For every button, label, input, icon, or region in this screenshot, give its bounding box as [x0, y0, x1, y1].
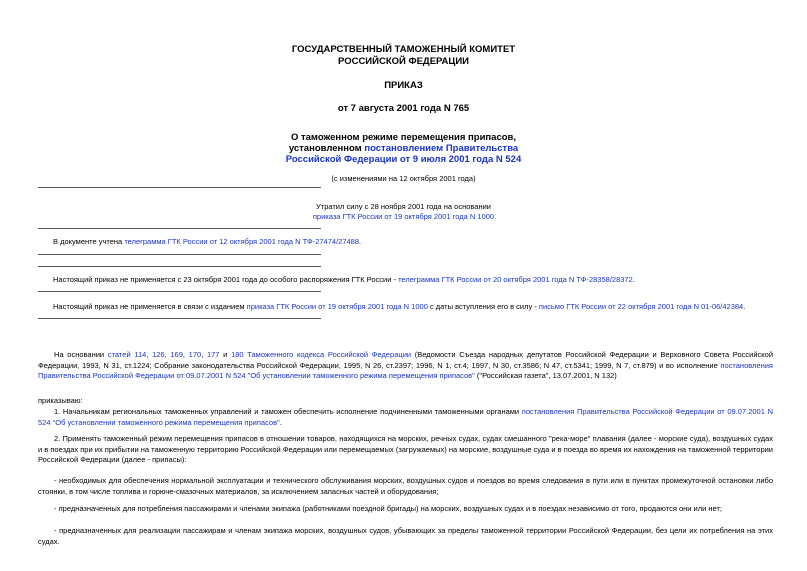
- article-link[interactable]: 169: [170, 350, 183, 359]
- divider: [38, 291, 321, 292]
- title-text: установленном: [288, 143, 365, 154]
- lost-force-link[interactable]: приказа ГТК России от 19 октября 2001 года N 1000: [312, 212, 495, 221]
- note-text: с даты вступления его в силу -: [427, 302, 539, 311]
- paragraph-item-3: - предназначенных для реализации пассажирам и членам экипажа морских, воздушных судов, убывающих за пределы таможенной территории Российской Федерации, без цели их потребления на этих судах.: [38, 526, 773, 546]
- divider: [38, 187, 321, 188]
- divider: [38, 318, 321, 319]
- document-title-line-3: [0, 154, 807, 166]
- note-link[interactable]: телеграмма ГТК России от 20 октября 2001 года N ТФ-28358/28372: [398, 275, 633, 284]
- resolution-link[interactable]: постановления Правительства Российской Федерации от 09.07.2001 N 524 "Об установлении таможенного режима перемещения припасов": [38, 407, 773, 427]
- note-telegram: [53, 237, 361, 246]
- note-text: .: [632, 275, 635, 284]
- order-word: приказываю:: [38, 396, 83, 405]
- customs-code-link[interactable]: 180 Таможенного кодекса Российской Федерации: [231, 350, 412, 359]
- lost-force-line: [0, 212, 807, 221]
- note-text: .: [359, 237, 362, 246]
- body-text: На основании: [54, 350, 108, 359]
- issuer-line-1: ГОСУДАРСТВЕННЫЙ ТАМОЖЕННЫЙ КОМИТЕТ: [291, 44, 516, 55]
- body-text: 1. Начальникам региональных таможенных управлений и таможен обеспечить исполнение подчиненными таможенными органами: [54, 407, 522, 416]
- paragraph-item-2: - предназначенных для потребления пассажирами и членами экипажа (работниками поездной бригады) на морских, воздушных судах и в поездах независимо от того, продаются они или нет;: [54, 504, 722, 513]
- note-link[interactable]: телеграмма ГТК России от 12 октября 2001 года N ТФ-27474/27488: [124, 237, 360, 246]
- divider: [38, 254, 321, 255]
- article-link[interactable]: 170: [188, 350, 202, 359]
- divider: [38, 228, 321, 229]
- title-link-resolution-date[interactable]: Российской Федерации от 9 июля 2001 года N 524: [285, 154, 522, 165]
- resolution-link[interactable]: постановления Правительства Российской Федерации от 09.07.2001 N 524 "Об установлении таможенного режима перемещения припасов": [38, 360, 773, 380]
- body-text: ("Российская газета", 13.07.2001, N 132): [474, 371, 617, 380]
- note-text: В документе учтена: [53, 237, 125, 246]
- note-text: Настоящий приказ не применяется в связи с изданием: [53, 302, 247, 311]
- lost-force-text: Утратил силу с 28 ноября 2001 года на основании: [316, 202, 491, 211]
- paragraph-2: 2. Применять таможенный режим перемещения припасов в отношении товаров, находящихся на морских, речных судах, судах смешанного "река-море" плавания (далее - морские суда), воздушных судах и в поездах при их прибытии на таможенную территорию Российской Федерации или перемещаемых (загружаемых) на морские, воздушные суда и в поезда во время их нахождения на таможенной территории Российской Федерации (далее - припасы):: [38, 434, 773, 464]
- note-link[interactable]: приказа ГТК России от 19 октября 2001 года N 1000: [246, 302, 428, 311]
- body-text: (Ведомости Съезда народных депутатов Российской Федерации и Верховного Совета Российской Федерации, 1993, N 31, ст.1224; Собрание законодательства Российской Федерации, 1995, N 26, ст.2397; 1996, N 1, ст.4; 1997, N 30, ст.3586; N 47, ст.5341; 1999, N 7, ст.879) и во исполнение: [38, 350, 774, 370]
- article-link[interactable]: 177: [206, 350, 220, 359]
- note-not-applied-order: [53, 302, 745, 311]
- note-text: Настоящий приказ не применяется с 23 октября 2001 года до особого распоряжения ГТК России -: [53, 275, 399, 284]
- article-link[interactable]: статей 114: [107, 350, 147, 359]
- body-text: .: [279, 417, 282, 427]
- title-link-resolution[interactable]: постановлением Правительства: [364, 143, 519, 154]
- amendment-note: (с изменениями на 12 октября 2001 года): [331, 174, 476, 183]
- document-type: ПРИКАЗ: [384, 80, 423, 91]
- paragraph-item-1: - необходимых для обеспечения нормальной эксплуатации и технического обслуживания морских, воздушных судов и поездов во время следования в пути или в пунктах промежуточной остановки либо стоянки, в том числе топлива и горюче-смазочных материалов, за исключением запасных частей и оборудования;: [38, 476, 773, 496]
- document-title-line-1: О таможенном режиме перемещения припасов,: [290, 132, 517, 143]
- divider: [38, 266, 321, 267]
- paragraph-basis: На основании статей 114, 126, 169, 170, 177 и 180 Таможенного кодекса Российской Федерации (Ведомости Съезда народных депутатов Российской Федерации и Верховного Совета Российской Федерации, 1993, N 31, ст.1224; Собрание законодательства Российской Федерации, 1995, N 26, ст.2397; 1996, N 1, ст.4; 1997, N 30, ст.3586; N 47, ст.5341; 1999, N 7, ст.879) и во исполнение постановления Правительства Российской Федерации от 09.07.2001 N 524 "Об установлении таможенного режима перемещения припасов" ("Российская газета", 13.07.2001, N 132): [38, 350, 774, 380]
- article-link[interactable]: 126: [152, 350, 165, 359]
- document-date-number: от 7 августа 2001 года N 765: [337, 103, 470, 114]
- body-text: и: [219, 350, 232, 359]
- document-title-line-2: [0, 143, 807, 155]
- note-link-letter[interactable]: письмо ГТК России от 22 октября 2001 года N 01-06/42384: [538, 302, 744, 311]
- note-text: .: [743, 302, 746, 311]
- paragraph-1: [38, 407, 773, 428]
- issuer-line-2: РОССИЙСКОЙ ФЕДЕРАЦИИ: [337, 56, 469, 67]
- note-not-applied: [53, 275, 635, 284]
